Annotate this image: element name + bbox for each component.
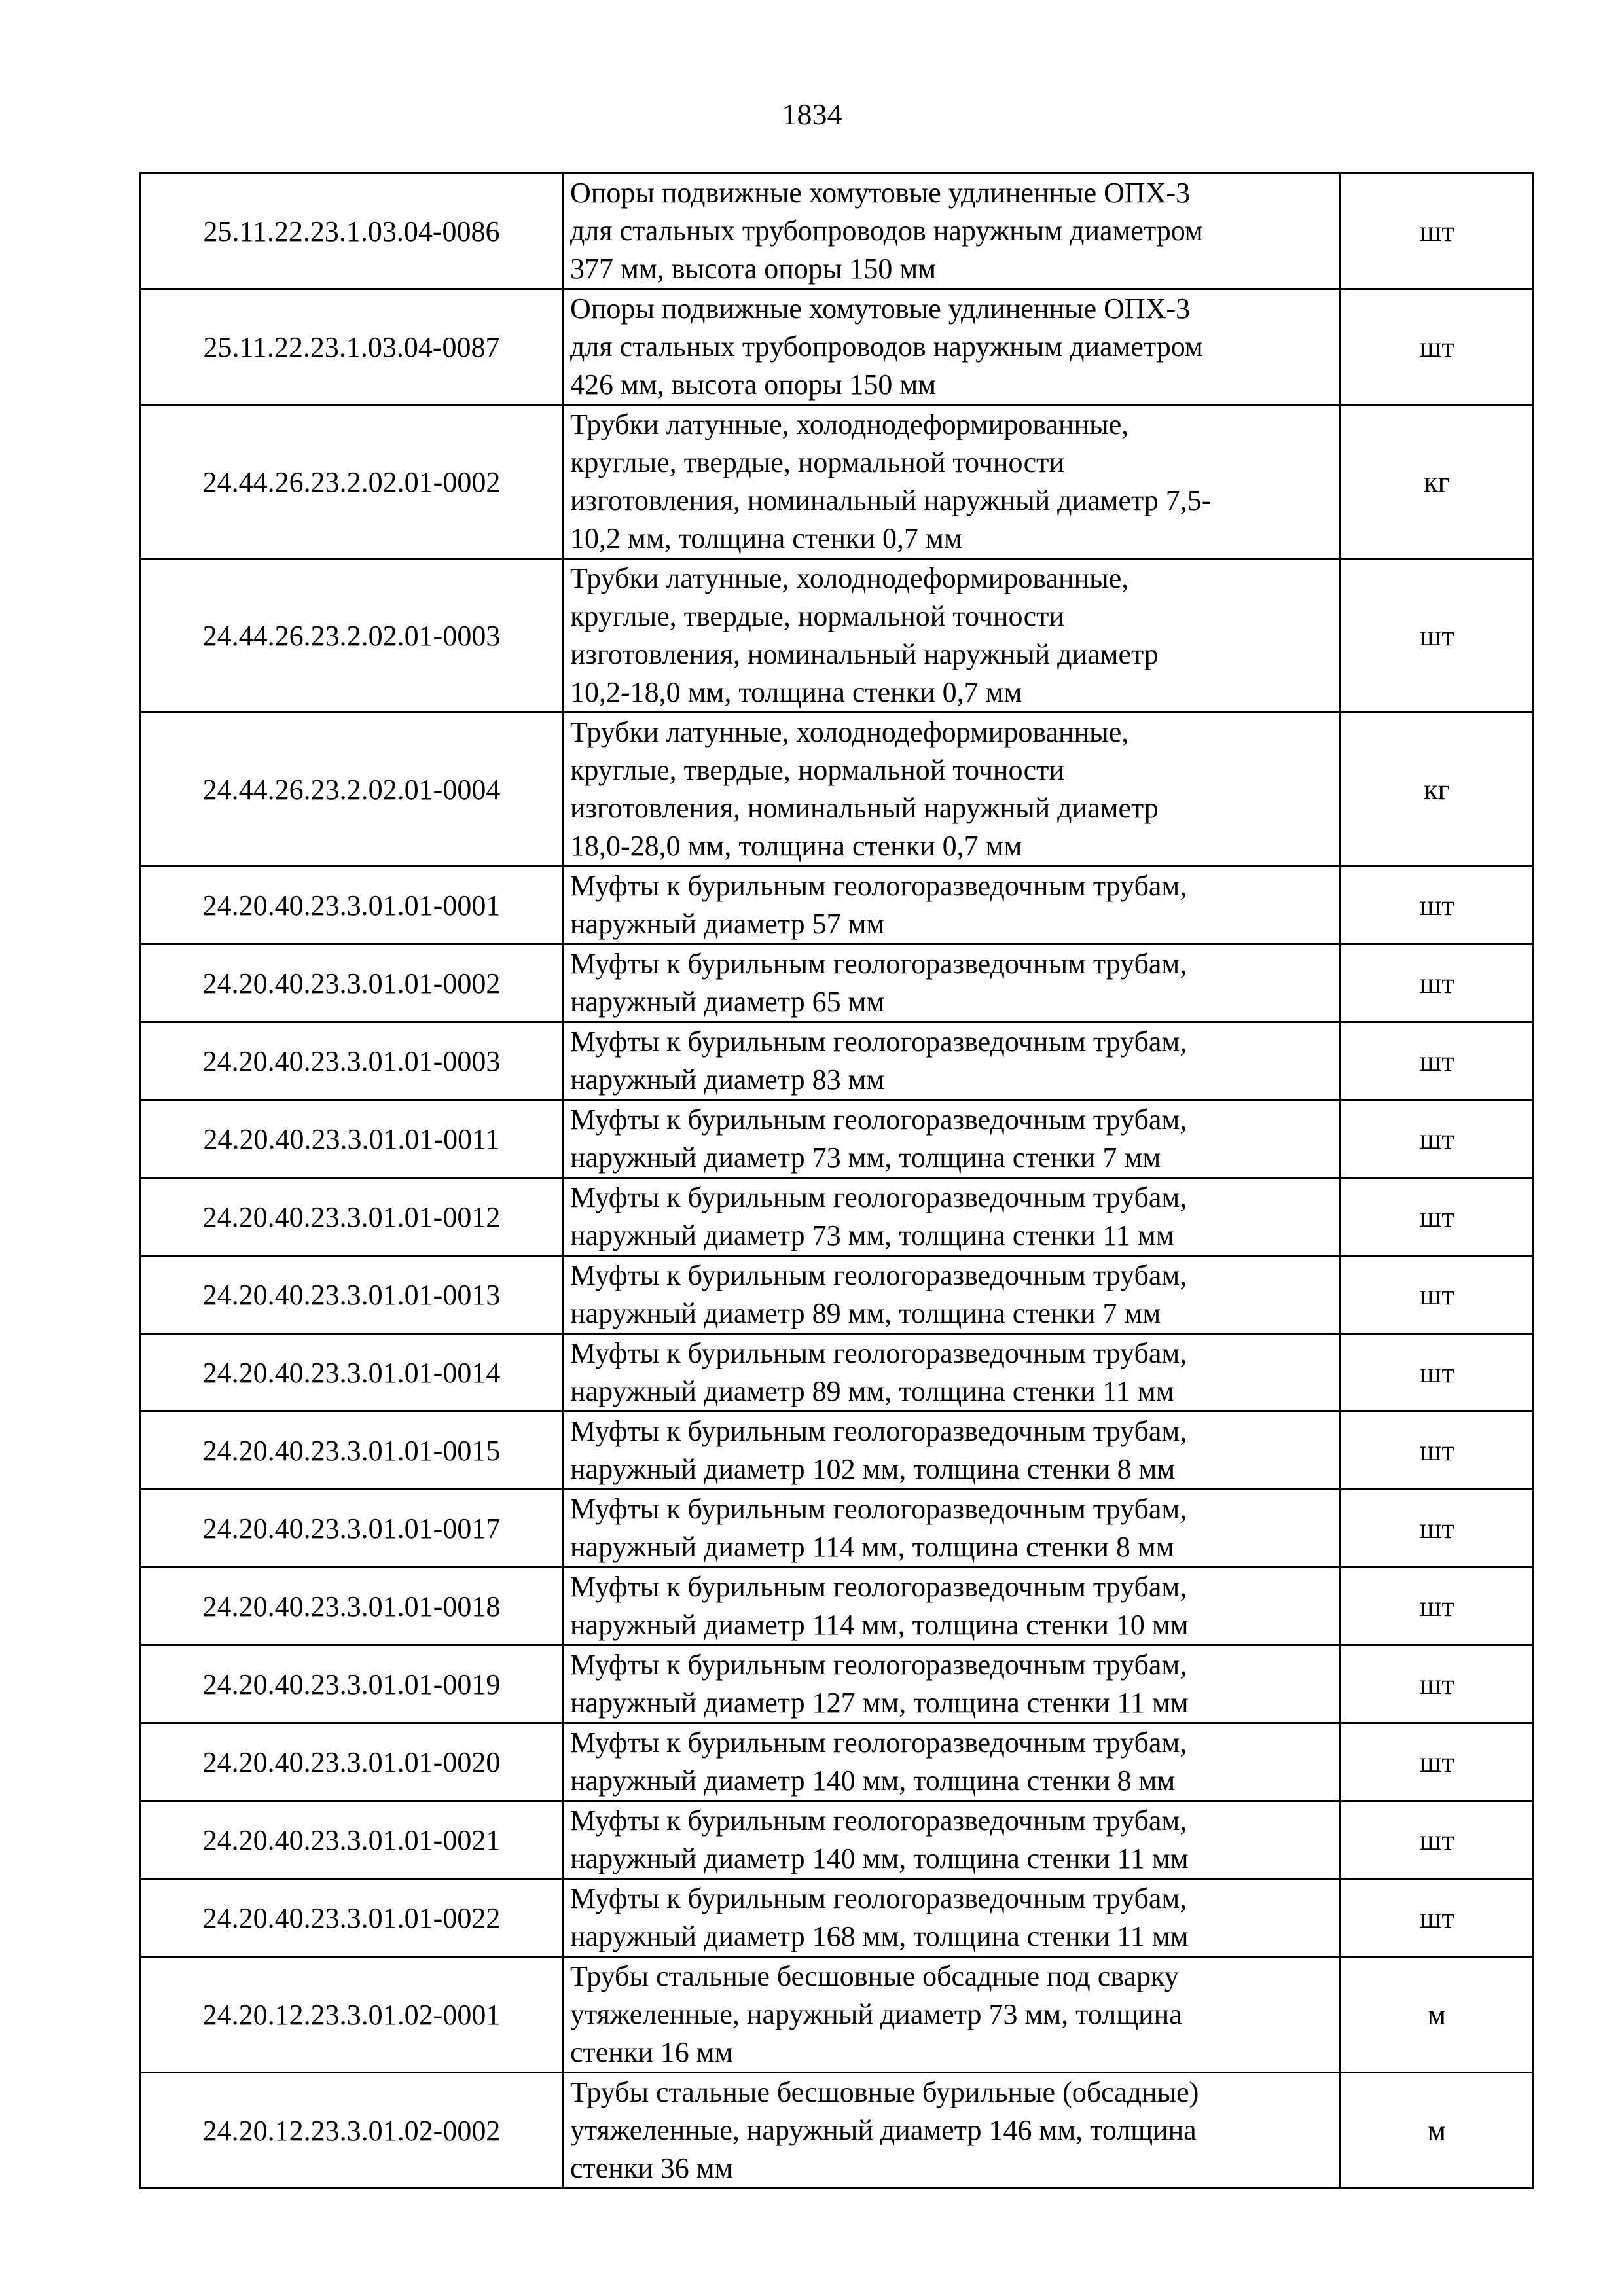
row-code: 25.11.22.23.1.03.04-0086 xyxy=(141,173,563,289)
row-description xyxy=(563,1723,1341,1801)
description-line: 377 мм, высота опоры 150 мм xyxy=(570,253,937,285)
row-description xyxy=(563,1568,1341,1645)
row-description xyxy=(563,867,1341,944)
description-line: наружный диаметр 114 мм, толщина стенки 10 мм xyxy=(570,1609,1189,1641)
description-line: 10,2 мм, толщина стенки 0,7 мм xyxy=(570,522,962,554)
row-description xyxy=(563,2073,1341,2189)
row-description xyxy=(563,1879,1341,1957)
row-description xyxy=(563,1412,1341,1490)
row-description xyxy=(563,1490,1341,1568)
row-unit: шт xyxy=(1341,1801,1534,1879)
row-unit: кг xyxy=(1341,713,1534,867)
row-code: 24.20.40.23.3.01.01-0019 xyxy=(141,1645,563,1723)
description-line: наружный диаметр 73 мм, толщина стенки 7 мм xyxy=(570,1141,1161,1174)
row-description xyxy=(563,173,1341,289)
table-row xyxy=(141,1412,1534,1490)
row-description xyxy=(563,1178,1341,1256)
description-line: стенки 16 мм xyxy=(570,2036,733,2068)
table-row xyxy=(141,867,1534,944)
row-unit: шт xyxy=(1341,1100,1534,1178)
description-line: наружный диаметр 140 мм, толщина стенки 8 мм xyxy=(570,1765,1176,1797)
row-unit: м xyxy=(1341,1957,1534,2073)
table-row xyxy=(141,559,1534,713)
description-line: Муфты к бурильным геологоразведочным трубам, xyxy=(570,1882,1187,1914)
description-line: 10,2-18,0 мм, толщина стенки 0,7 мм xyxy=(570,676,1022,708)
row-unit: шт xyxy=(1341,559,1534,713)
description-line: наружный диаметр 65 мм xyxy=(570,986,885,1018)
row-unit: шт xyxy=(1341,1334,1534,1412)
row-unit: м xyxy=(1341,2073,1534,2189)
page-number: 1834 xyxy=(782,98,842,131)
description-line: наружный диаметр 168 мм, толщина стенки 11 мм xyxy=(570,1920,1189,1952)
row-unit: шт xyxy=(1341,1490,1534,1568)
row-unit: шт xyxy=(1341,289,1534,405)
table-row xyxy=(141,1256,1534,1334)
row-unit: шт xyxy=(1341,1723,1534,1801)
description-line: Трубки латунные, холоднодеформированные, xyxy=(570,408,1129,440)
table-row xyxy=(141,405,1534,559)
row-code: 24.20.40.23.3.01.01-0022 xyxy=(141,1879,563,1957)
table-row xyxy=(141,289,1534,405)
row-description xyxy=(563,289,1341,405)
table-row xyxy=(141,1645,1534,1723)
row-description xyxy=(563,713,1341,867)
table-row xyxy=(141,1801,1534,1879)
row-unit: шт xyxy=(1341,867,1534,944)
table-row xyxy=(141,1568,1534,1645)
description-line: Муфты к бурильным геологоразведочным трубам, xyxy=(570,1259,1187,1291)
row-description xyxy=(563,1801,1341,1879)
description-line: Муфты к бурильным геологоразведочным трубам, xyxy=(570,1415,1187,1447)
row-code: 24.44.26.23.2.02.01-0004 xyxy=(141,713,563,867)
row-unit: кг xyxy=(1341,405,1534,559)
row-code: 24.20.40.23.3.01.01-0014 xyxy=(141,1334,563,1412)
row-code: 24.20.40.23.3.01.01-0001 xyxy=(141,867,563,944)
row-unit: шт xyxy=(1341,944,1534,1022)
description-line: наружный диаметр 114 мм, толщина стенки 8 мм xyxy=(570,1531,1174,1563)
row-code: 24.20.40.23.3.01.01-0002 xyxy=(141,944,563,1022)
description-line: наружный диаметр 102 мм, толщина стенки 8 мм xyxy=(570,1453,1176,1485)
row-description xyxy=(563,1645,1341,1723)
description-line: утяжеленные, наружный диаметр 73 мм, толщина xyxy=(570,1998,1182,2030)
description-line: Опоры подвижные хомутовые удлиненные ОПХ-3 xyxy=(570,293,1191,325)
description-line: Муфты к бурильным геологоразведочным трубам, xyxy=(570,1493,1187,1525)
table-row xyxy=(141,1723,1534,1801)
description-line: наружный диаметр 89 мм, толщина стенки 11 мм xyxy=(570,1375,1174,1407)
description-line: Трубки латунные, холоднодеформированные, xyxy=(570,562,1129,594)
description-line: наружный диаметр 127 мм, толщина стенки 11 мм xyxy=(570,1687,1189,1719)
row-unit: шт xyxy=(1341,1412,1534,1490)
row-description xyxy=(563,559,1341,713)
description-line: наружный диаметр 83 мм xyxy=(570,1064,885,1096)
description-line: Муфты к бурильным геологоразведочным трубам, xyxy=(570,1181,1187,1213)
description-line: наружный диаметр 73 мм, толщина стенки 11 мм xyxy=(570,1219,1174,1251)
description-line: наружный диаметр 57 мм xyxy=(570,908,885,940)
description-line: круглые, твердые, нормальной точности xyxy=(570,600,1064,632)
description-line: Трубы стальные бесшовные обсадные под сварку xyxy=(570,1960,1179,1992)
row-description xyxy=(563,1957,1341,2073)
description-line: наружный диаметр 140 мм, толщина стенки 11 мм xyxy=(570,1842,1189,1874)
description-line: круглые, твердые, нормальной точности xyxy=(570,754,1064,786)
table-row xyxy=(141,1178,1534,1256)
row-description xyxy=(563,1022,1341,1100)
description-line: Муфты к бурильным геологоразведочным трубам, xyxy=(570,1571,1187,1603)
row-unit: шт xyxy=(1341,1178,1534,1256)
row-code: 24.44.26.23.2.02.01-0002 xyxy=(141,405,563,559)
table-body xyxy=(141,173,1534,2189)
table-row xyxy=(141,1022,1534,1100)
description-line: Муфты к бурильным геологоразведочным трубам, xyxy=(570,1103,1187,1136)
description-line: Муфты к бурильным геологоразведочным трубам, xyxy=(570,870,1187,902)
description-line: Трубки латунные, холоднодеформированные, xyxy=(570,716,1129,748)
description-line: Трубы стальные бесшовные бурильные (обсадные) xyxy=(570,2076,1199,2108)
table-row xyxy=(141,2073,1534,2189)
row-unit: шт xyxy=(1341,1022,1534,1100)
row-code: 24.20.40.23.3.01.01-0003 xyxy=(141,1022,563,1100)
row-unit: шт xyxy=(1341,1568,1534,1645)
description-line: изготовления, номинальный наружный диаметр xyxy=(570,638,1159,670)
description-line: Опоры подвижные хомутовые удлиненные ОПХ-3 xyxy=(570,177,1191,209)
row-unit: шт xyxy=(1341,1645,1534,1723)
description-line: изготовления, номинальный наружный диаметр 7,5- xyxy=(570,484,1212,516)
table-row xyxy=(141,1334,1534,1412)
row-code: 24.20.40.23.3.01.01-0017 xyxy=(141,1490,563,1568)
row-description xyxy=(563,944,1341,1022)
row-code: 24.20.40.23.3.01.01-0013 xyxy=(141,1256,563,1334)
row-description xyxy=(563,1100,1341,1178)
row-code: 24.20.40.23.3.01.01-0021 xyxy=(141,1801,563,1879)
row-unit: шт xyxy=(1341,1256,1534,1334)
table-row xyxy=(141,1100,1534,1178)
description-line: Муфты к бурильным геологоразведочным трубам, xyxy=(570,1804,1187,1837)
description-line: 18,0-28,0 мм, толщина стенки 0,7 мм xyxy=(570,830,1022,862)
row-code: 24.20.12.23.3.01.02-0001 xyxy=(141,1957,563,2073)
description-line: изготовления, номинальный наружный диаметр xyxy=(570,792,1159,824)
row-code: 24.20.12.23.3.01.02-0002 xyxy=(141,2073,563,2189)
description-line: утяжеленные, наружный диаметр 146 мм, толщина xyxy=(570,2114,1197,2146)
description-line: Муфты к бурильным геологоразведочным трубам, xyxy=(570,1727,1187,1759)
row-code: 24.44.26.23.2.02.01-0003 xyxy=(141,559,563,713)
row-unit: шт xyxy=(1341,1879,1534,1957)
description-line: для стальных трубопроводов наружным диаметром xyxy=(570,215,1203,247)
table-row xyxy=(141,173,1534,289)
row-code: 24.20.40.23.3.01.01-0015 xyxy=(141,1412,563,1490)
description-line: Муфты к бурильным геологоразведочным трубам, xyxy=(570,948,1187,980)
description-line: для стальных трубопроводов наружным диаметром xyxy=(570,331,1203,363)
description-line: наружный диаметр 89 мм, толщина стенки 7 мм xyxy=(570,1297,1161,1329)
table-row xyxy=(141,1879,1534,1957)
description-line: Муфты к бурильным геологоразведочным трубам, xyxy=(570,1337,1187,1369)
description-line: 426 мм, высота опоры 150 мм xyxy=(570,368,937,401)
row-code: 24.20.40.23.3.01.01-0011 xyxy=(141,1100,563,1178)
table-row xyxy=(141,1957,1534,2073)
description-line: Муфты к бурильным геологоразведочным трубам, xyxy=(570,1026,1187,1058)
description-line: круглые, твердые, нормальной точности xyxy=(570,446,1064,478)
row-description xyxy=(563,405,1341,559)
table-row xyxy=(141,713,1534,867)
row-description xyxy=(563,1256,1341,1334)
row-description xyxy=(563,1334,1341,1412)
description-line: Муфты к бурильным геологоразведочным трубам, xyxy=(570,1649,1187,1681)
row-unit: шт xyxy=(1341,173,1534,289)
table-row xyxy=(141,1490,1534,1568)
table-row xyxy=(141,944,1534,1022)
row-code: 24.20.40.23.3.01.01-0020 xyxy=(141,1723,563,1801)
row-code: 24.20.40.23.3.01.01-0012 xyxy=(141,1178,563,1256)
specification-table xyxy=(139,172,1534,2189)
row-code: 25.11.22.23.1.03.04-0087 xyxy=(141,289,563,405)
row-code: 24.20.40.23.3.01.01-0018 xyxy=(141,1568,563,1645)
description-line: стенки 36 мм xyxy=(570,2152,733,2184)
